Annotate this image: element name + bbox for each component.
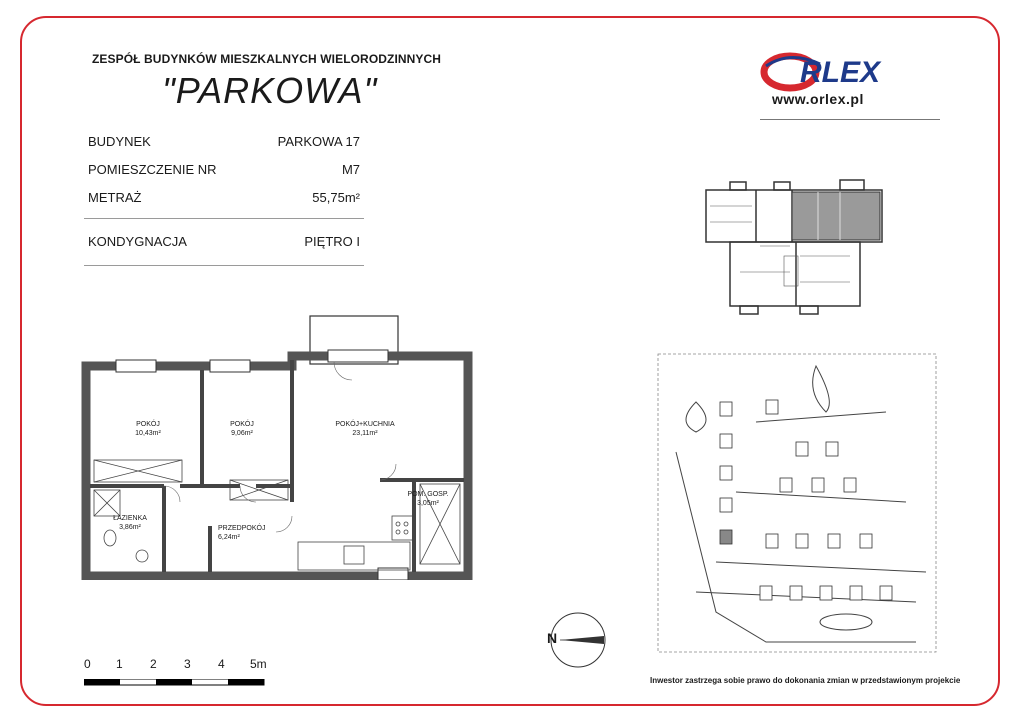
room-salon: POKÓJ+KUCHNIA 23,11m² xyxy=(335,421,395,437)
svg-text:RLEX: RLEX xyxy=(800,56,881,89)
building-label: BUDYNEK xyxy=(88,134,151,149)
room-pom-gosp: POM. GOSP. 3,05m² xyxy=(407,491,449,507)
room-number-value: M7 xyxy=(341,162,360,177)
scale-tick-1: 1 xyxy=(116,657,123,671)
project-title: "PARKOWA" xyxy=(162,70,378,111)
area-label: METRAŻ xyxy=(88,190,142,205)
scale-tick-5: 5m xyxy=(250,657,267,671)
site-plan xyxy=(656,352,938,654)
room-pokoj-2: POKÓJ 9,06m² xyxy=(230,421,254,437)
room-lazienka: ŁAZIENKA 3,86m² xyxy=(113,515,147,531)
orlex-logo-icon xyxy=(760,52,940,92)
project-subtitle: ZESPÓŁ BUDYNKÓW MIESZKALNYCH WIELORODZINNYCH xyxy=(92,52,442,66)
scale-bar xyxy=(84,674,266,682)
orlex-logo xyxy=(760,52,940,92)
floor-value: PIĘTRO I xyxy=(304,234,360,249)
building-value: PARKOWA 17 xyxy=(277,134,360,149)
scale-tick-2: 2 xyxy=(150,657,157,671)
scale-tick-0: 0 xyxy=(84,657,91,671)
details-divider-2 xyxy=(84,265,364,266)
scale-tick-4: 4 xyxy=(218,657,225,671)
floor-label: KONDYGNACJA xyxy=(88,234,187,249)
logo-url[interactable]: www.orlex.pl xyxy=(772,91,864,107)
room-number-label: POMIESZCZENIE NR xyxy=(88,162,217,177)
compass-north-label: N xyxy=(547,630,558,646)
area-value: 55,75m² xyxy=(312,190,360,205)
disclaimer-text: Inwestor zastrzega sobie prawo do dokonania zmian w przedstawionym projekcie xyxy=(650,676,961,685)
logo-underline xyxy=(760,119,940,120)
details-divider-1 xyxy=(84,218,364,219)
building-key-plan xyxy=(700,176,890,320)
scale-tick-3: 3 xyxy=(184,657,191,671)
room-pokoj-1: POKÓJ 10,43m² xyxy=(135,421,161,437)
room-przedpokoj: PRZEDPOKÓJ 6,24m² xyxy=(218,525,266,541)
